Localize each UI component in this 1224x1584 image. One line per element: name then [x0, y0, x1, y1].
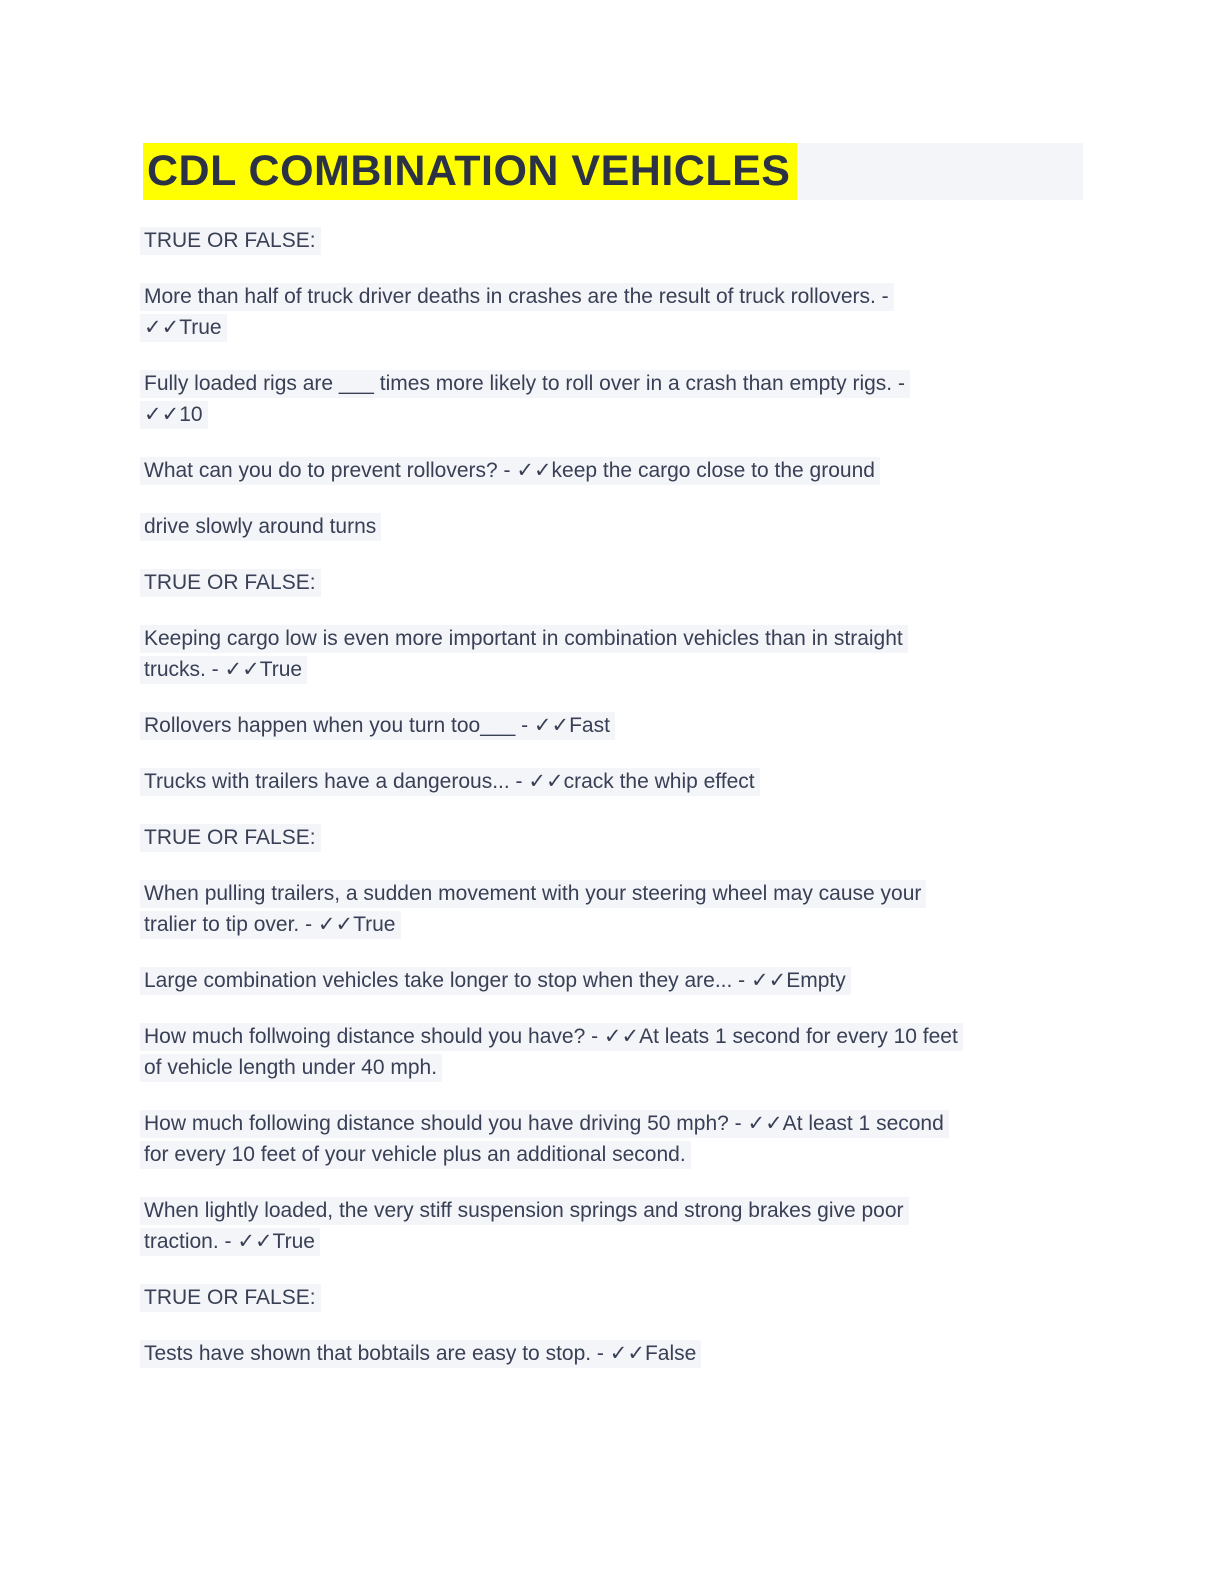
text-line: Trucks with trailers have a dangerous... - ✓✓crack the whip effect: [140, 768, 760, 796]
qa-paragraph: [140, 368, 1084, 430]
text-line: traction. - ✓✓True: [140, 1228, 320, 1256]
text-line: Fully loaded rigs are ___ times more likely to roll over in a crash than empty rigs. -: [140, 370, 910, 398]
text-line: More than half of truck driver deaths in crashes are the result of truck rollovers. -: [140, 283, 894, 311]
document-content: [140, 143, 1084, 1394]
text-line: TRUE OR FALSE:: [140, 569, 321, 597]
section-heading: [140, 567, 1084, 598]
qa-paragraph: [140, 710, 1084, 741]
text-line: How much follwoing distance should you have? - ✓✓At leats 1 second for every 10 feet: [140, 1023, 963, 1051]
text-line: TRUE OR FALSE:: [140, 1284, 321, 1312]
qa-paragraph: [140, 1108, 1084, 1170]
text-line: When lightly loaded, the very stiff suspension springs and strong brakes give poor: [140, 1197, 909, 1225]
text-line: What can you do to prevent rollovers? - ✓✓keep the cargo close to the ground: [140, 457, 880, 485]
qa-paragraph: [140, 623, 1084, 685]
text-line: Tests have shown that bobtails are easy to stop. - ✓✓False: [140, 1340, 701, 1368]
qa-paragraph: [140, 1338, 1084, 1369]
text-line: trucks. - ✓✓True: [140, 656, 307, 684]
text-line: Rollovers happen when you turn too___ - ✓✓Fast: [140, 712, 615, 740]
qa-paragraph: [140, 1195, 1084, 1257]
text-line: TRUE OR FALSE:: [140, 227, 321, 255]
qa-paragraph: [140, 766, 1084, 797]
qa-paragraph: [140, 965, 1084, 996]
text-line: ✓✓True: [140, 314, 227, 342]
section-heading: [140, 225, 1084, 256]
text-line: When pulling trailers, a sudden movement with your steering wheel may cause your: [140, 880, 926, 908]
page-title-highlight: CDL COMBINATION VEHICLES: [143, 143, 797, 200]
text-line: Keeping cargo low is even more important in combination vehicles than in straight: [140, 625, 908, 653]
qa-paragraph: [140, 455, 1084, 486]
page-title: [143, 143, 1083, 200]
section-heading: [140, 1282, 1084, 1313]
text-line: TRUE OR FALSE:: [140, 824, 321, 852]
qa-paragraph: [140, 878, 1084, 940]
text-line: for every 10 feet of your vehicle plus an additional second.: [140, 1141, 691, 1169]
text-line: tralier to tip over. - ✓✓True: [140, 911, 401, 939]
text-line: How much following distance should you have driving 50 mph? - ✓✓At least 1 second: [140, 1110, 949, 1138]
section-heading: [140, 822, 1084, 853]
qa-paragraph: [140, 511, 1084, 542]
text-line: drive slowly around turns: [140, 513, 381, 541]
text-line: ✓✓10: [140, 401, 208, 429]
qa-paragraph: [140, 1021, 1084, 1083]
text-line: Large combination vehicles take longer to stop when they are... - ✓✓Empty: [140, 967, 851, 995]
text-line: of vehicle length under 40 mph.: [140, 1054, 442, 1082]
qa-paragraph: [140, 281, 1084, 343]
